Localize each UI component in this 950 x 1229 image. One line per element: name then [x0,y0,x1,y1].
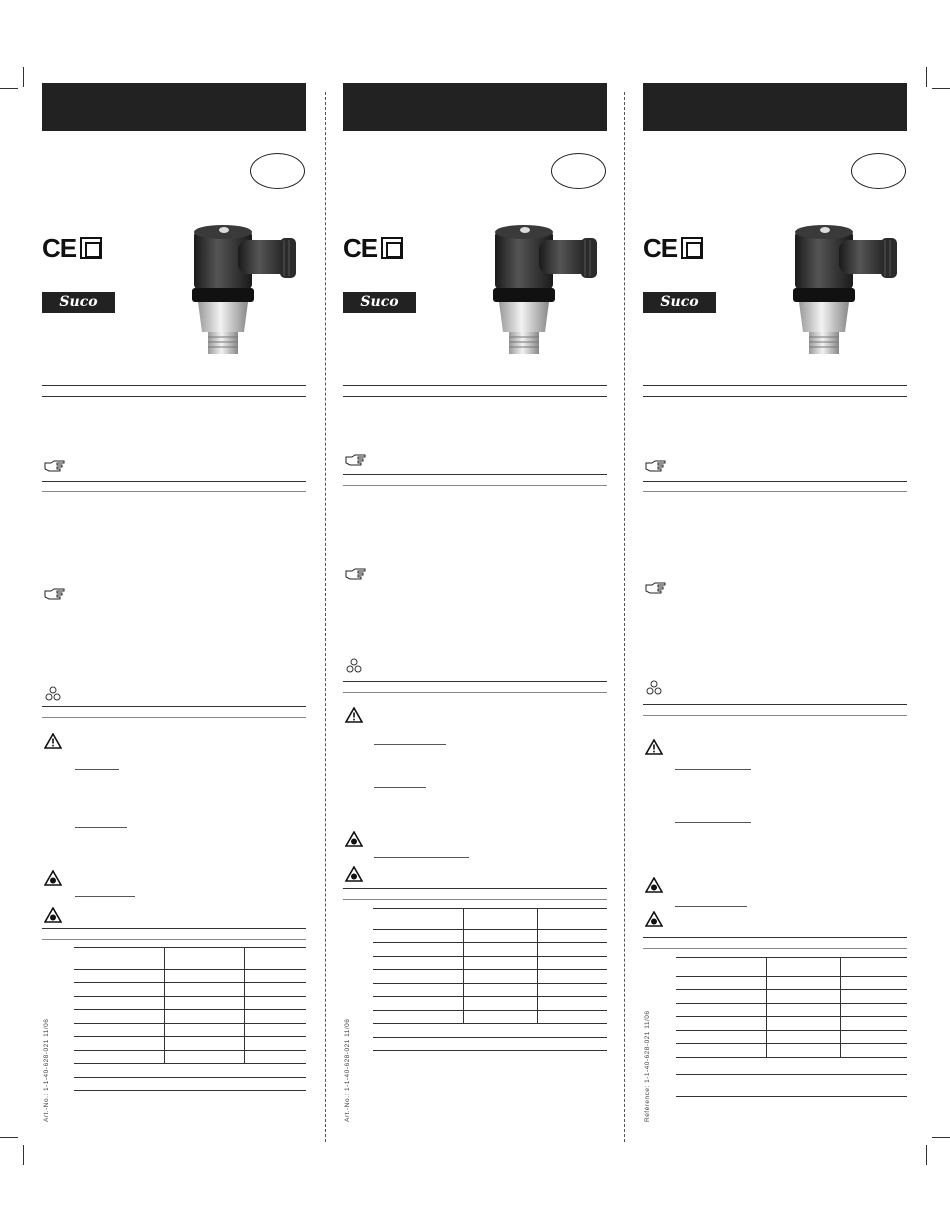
rule [42,481,306,482]
language-badge [551,153,606,189]
rule [343,385,607,386]
recycle-icon [646,680,662,696]
rule [343,899,607,900]
rule [643,704,907,705]
brand-logo: Suco [643,292,716,313]
brand-logo: Suco [42,292,115,313]
recycle-icon [45,686,61,702]
underline [675,769,751,770]
header-bar [42,83,306,131]
rule [42,939,306,940]
warning-triangle-icon [345,707,363,723]
header-bar [343,83,607,131]
rule [42,706,306,707]
language-badge [851,153,906,189]
article-number: Art.-No.: 1-1-40-628-021 11/06 [43,1018,50,1122]
rule [343,888,607,889]
double-insulation-icon [681,237,703,259]
rule [643,937,907,938]
explosion-warning-icon [645,877,663,893]
explosion-warning-icon [345,831,363,847]
underline [675,906,747,907]
crop-mark [926,1145,927,1165]
rule [343,485,607,486]
language-badge [250,153,305,189]
rule [343,692,607,693]
pointing-hand-icon [345,568,367,580]
rule [343,396,607,397]
panel-2 [343,0,607,1229]
fold-line [624,92,625,1142]
rule [343,474,607,475]
rule [643,491,907,492]
explosion-warning-icon [345,866,363,882]
article-number: Référence: 1-1-40-628-021 11/06 [644,1010,651,1122]
underline [675,822,751,823]
pointing-hand-icon [44,460,66,472]
underline [374,744,446,745]
warning-triangle-icon [44,733,62,749]
panel-1 [42,0,306,1229]
warning-triangle-icon [645,739,663,755]
pointing-hand-icon [645,582,667,594]
rule [42,385,306,386]
underline [374,857,469,858]
pointing-hand-icon [44,588,66,600]
underline [374,787,426,788]
rule [343,681,607,682]
pointing-hand-icon [345,454,367,466]
article-number: Art.-No.: 1-1-40-628-021 11/06 [344,1018,351,1122]
rule [42,396,306,397]
header-bar [643,83,907,131]
rule [643,715,907,716]
recycle-icon [346,658,362,674]
underline [75,896,135,897]
panel-3 [643,0,907,1229]
ce-mark: CE [42,233,77,263]
pressure-switch-photo [188,222,300,358]
fold-line [325,92,326,1142]
explosion-warning-icon [44,907,62,923]
rule [643,481,907,482]
pressure-switch-photo [789,222,901,358]
crop-mark [932,88,950,89]
double-insulation-icon [381,237,403,259]
brand-logo: Suco [343,292,416,313]
rule [42,928,306,929]
ce-mark: CE [643,233,678,263]
crop-mark [926,67,927,87]
rule [42,491,306,492]
rule [643,385,907,386]
crop-mark [0,88,18,89]
crop-mark [23,67,24,87]
rule [42,717,306,718]
pointing-hand-icon [645,460,667,472]
crop-mark [23,1145,24,1165]
explosion-warning-icon [645,911,663,927]
underline [75,827,127,828]
ce-mark: CE [343,233,378,263]
crop-mark [0,1137,18,1138]
pressure-switch-photo [489,222,601,358]
crop-mark [932,1137,950,1138]
double-insulation-icon [80,237,102,259]
rule [643,396,907,397]
underline [75,769,119,770]
explosion-warning-icon [44,870,62,886]
rule [643,948,907,949]
